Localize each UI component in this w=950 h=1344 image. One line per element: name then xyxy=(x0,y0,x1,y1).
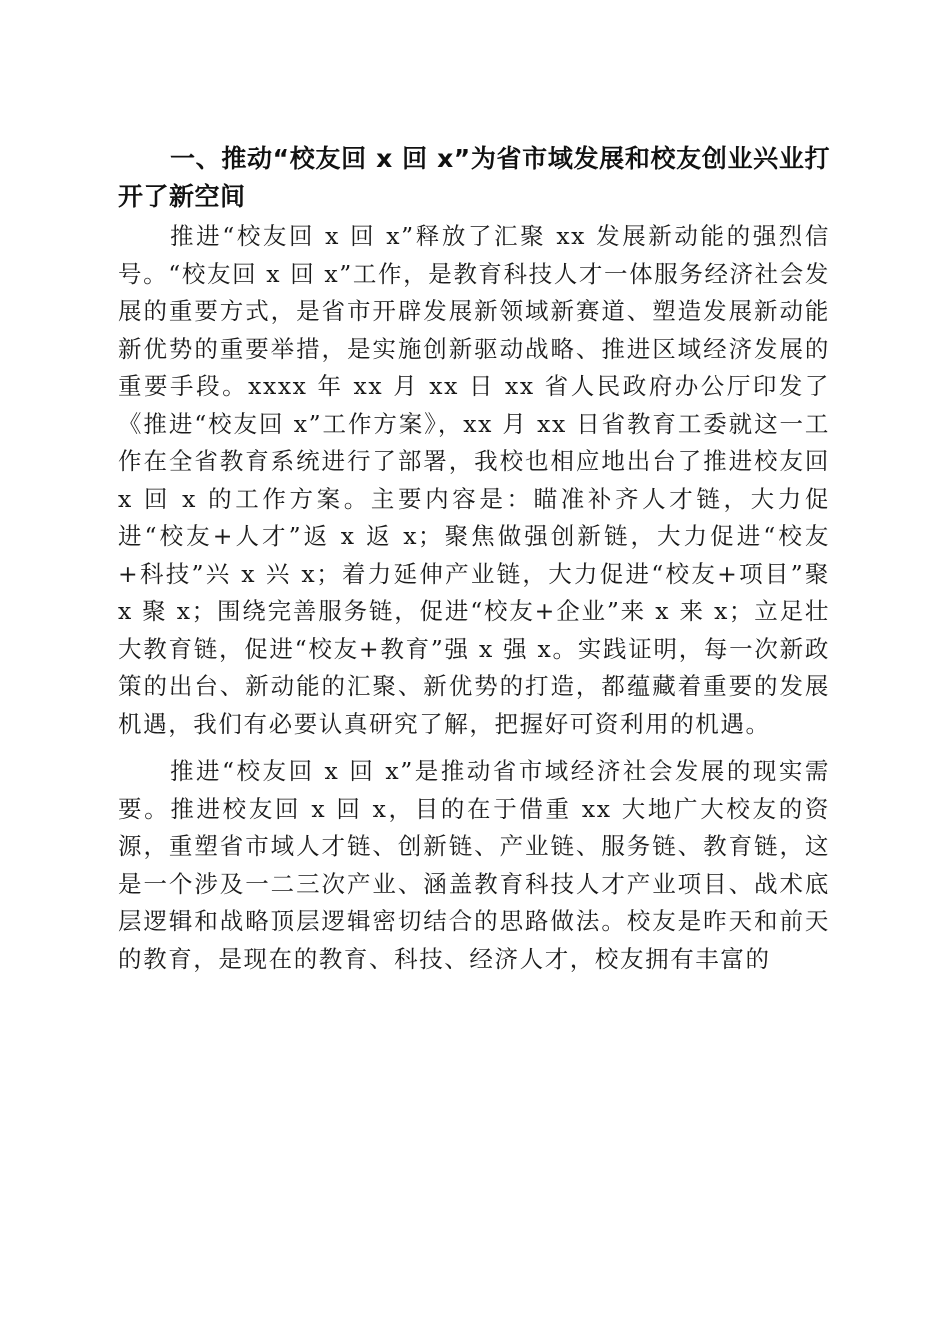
paragraph-2: 推进“校友回 x 回 x”是推动省市域经济社会发展的现实需要。推进校友回 x 回 x，目的在于借重 xx 大地广大校友的资源，重塑省市域人才链、创新链、产业链、服务链、教育链，这是一个涉及一二三次产业、涵盖教育科技人才产业项目、战术底层逻辑和战略顶层逻辑密切结合的思路做法。校友是昨天和前天的教育，是现在的教育、科技、经济人才，校友拥有丰富的 xyxy=(118,757,830,973)
section-heading: 一、推动“校友回 x 回 x”为省市域发展和校友创业兴业打开了新空间 xyxy=(118,144,830,211)
document-body xyxy=(118,140,830,978)
paragraph-1: 推进“校友回 x 回 x”释放了汇聚 xx 发展新动能的强烈信号。“校友回 x 回 x”工作，是教育科技人才一体服务经济社会发展的重要方式，是省市开辟发展新领域新赛道、塑造发展新动能新优势的重要举措，是实施创新驱动战略、推进区域经济发展的重要手段。xxxx 年 xx 月 xx 日 xx 省人民政府办公厅印发了《推进“校友回 x”工作方案》，xx 月 xx 日省教育工委就这一工作在全省教育系统进行了部署，我校也相应地出台了推进校友回 x 回 x 的工作方案。主要内容是：瞄准补齐人才链，大力促进“校友+人才”返 x 返 x；聚焦做强创新链，大力促进“校友+科技”兴 x 兴 x；着力延伸产业链，大力促进“校友+项目”聚 x 聚 x；围绕完善服务链，促进“校友+企业”来 x 来 x；立足壮大教育链，促进“校友+教育”强 x 强 x。实践证明，每一次新政策的出台、新动能的汇聚、新优势的打造，都蕴藏着重要的发展机遇，我们有必要认真研究了解，把握好可资利用的机遇。 xyxy=(118,222,830,738)
